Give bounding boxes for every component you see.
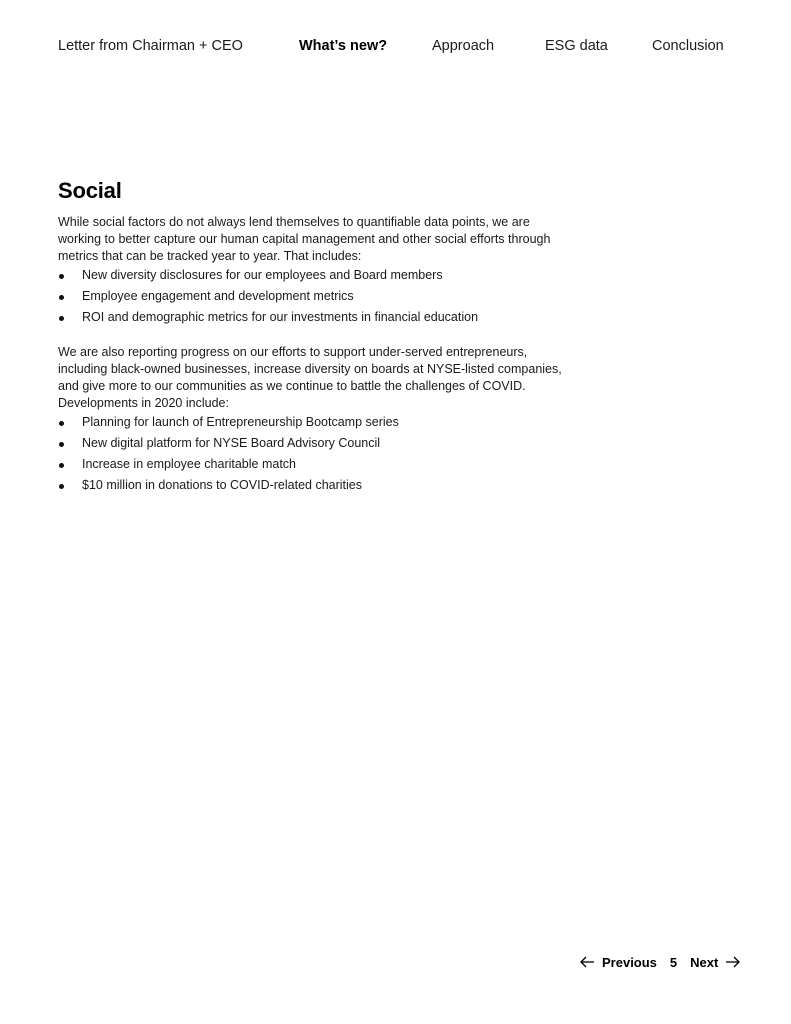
- list-item: [58, 477, 568, 494]
- nav-link-conclusion[interactable]: Conclusion: [652, 38, 724, 54]
- page-number: 5: [669, 954, 678, 970]
- bullet-icon: [59, 463, 64, 468]
- list-item-text: New digital platform for NYSE Board Advisory Council: [82, 436, 381, 450]
- nav-link-approach[interactable]: Approach: [432, 38, 495, 54]
- main-content: [58, 178, 568, 498]
- previous-button[interactable]: [580, 955, 657, 970]
- list-item-text: Employee engagement and development metrics: [82, 289, 354, 303]
- pagination: [580, 953, 740, 971]
- list-item: [58, 288, 568, 305]
- intro-paragraph: While social factors do not always lend themselves to quantifiable data points, we are working to better capture our human capital management and other social efforts through metrics that can be tracked year to year. That includes:: [58, 215, 551, 263]
- nav-link-whats-new[interactable]: What’s new?: [299, 38, 388, 54]
- list-item: [58, 267, 568, 284]
- list-item-text: Planning for launch of Entrepreneurship Bootcamp series: [82, 415, 399, 429]
- bullet-icon: [59, 421, 64, 426]
- list-item-text: Increase in employee charitable match: [82, 457, 297, 471]
- bullet-icon: [59, 295, 64, 300]
- list-item-text: $10 million in donations to COVID-related charities: [82, 478, 362, 492]
- top-navigation: [58, 38, 738, 58]
- list-item: [58, 309, 568, 326]
- bullet-icon: [59, 442, 64, 447]
- list-item: [58, 456, 568, 473]
- arrow-left-icon: [580, 956, 595, 968]
- list-item: [58, 414, 568, 431]
- list-item-text: New diversity disclosures for our employees and Board members: [82, 268, 443, 282]
- arrow-right-icon: [725, 956, 740, 968]
- bullet-icon: [59, 274, 64, 279]
- nav-link-letter[interactable]: Letter from Chairman + CEO: [58, 38, 243, 54]
- next-label: Next: [690, 954, 719, 970]
- section-title: Social: [58, 178, 122, 203]
- bullet-icon: [59, 484, 64, 489]
- developments-list: [58, 414, 568, 494]
- previous-label: Previous: [602, 954, 657, 970]
- social-metrics-list: [58, 267, 568, 326]
- list-item-text: ROI and demographic metrics for our investments in financial education: [82, 310, 479, 324]
- next-button[interactable]: [690, 955, 740, 970]
- nav-link-esg-data[interactable]: ESG data: [545, 38, 608, 54]
- list-item: [58, 435, 568, 452]
- progress-paragraph: We are also reporting progress on our efforts to support under-served entrepreneurs, including black-owned businesses, increase diversity on boards at NYSE-listed companies, and give more to our communities as we continue to battle the challenges of COVID. Developments in 2020 include:: [58, 345, 562, 410]
- bullet-icon: [59, 316, 64, 321]
